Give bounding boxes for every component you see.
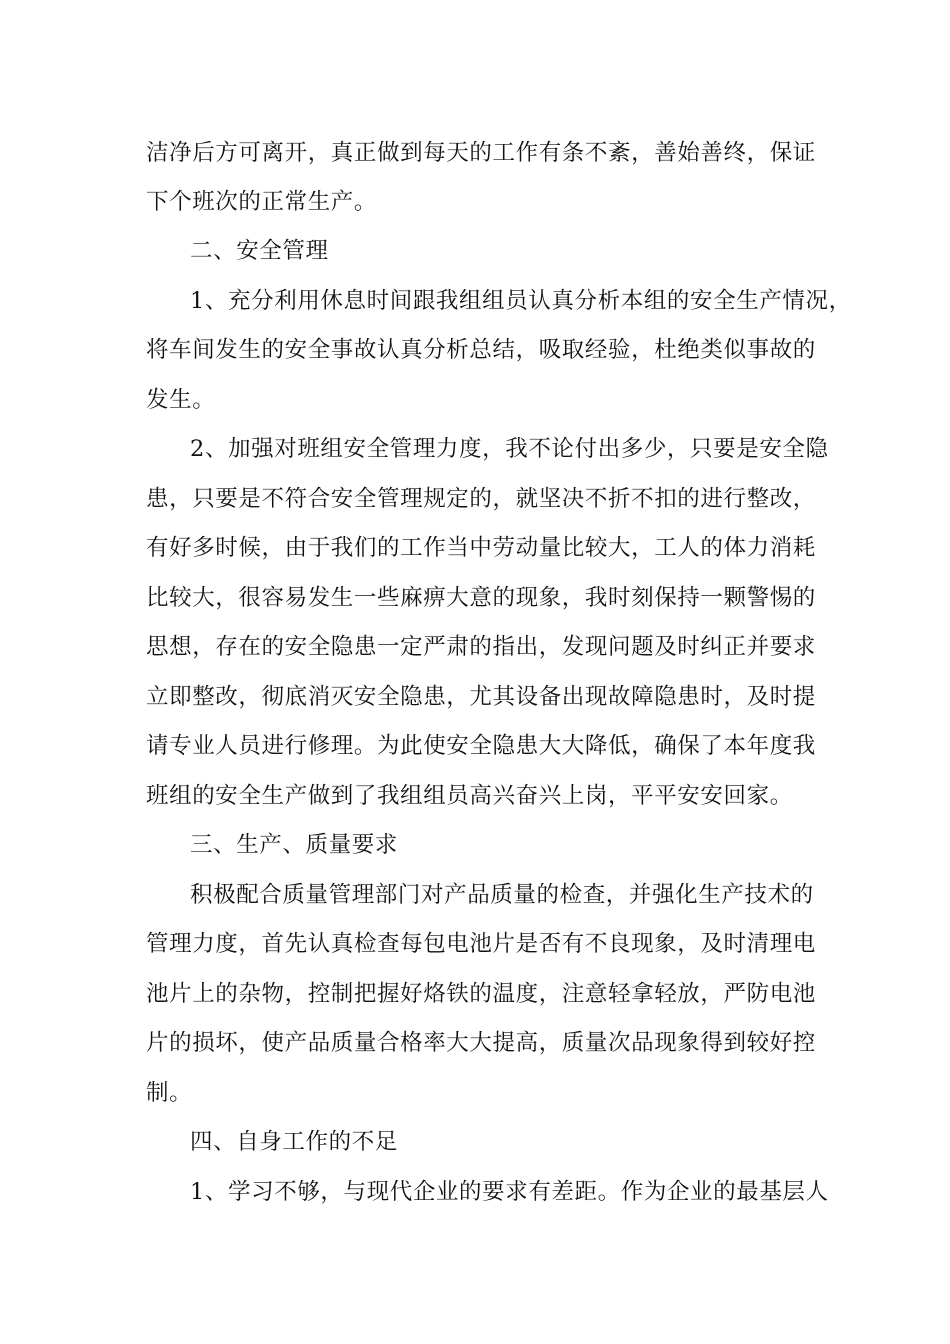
text-line: 将车间发生的安全事故认真分析总结，吸取经验，杜绝类似事故的 — [146, 337, 816, 363]
text-line: 管理力度，首先认真检查每包电池片是否有不良现象，及时清理电 — [146, 931, 816, 957]
text-line: 2、加强对班组安全管理力度，我不论付出多少，只要是安全隐 — [190, 436, 829, 462]
text-line: 1、充分利用休息时间跟我组组员认真分析本组的安全生产情况， — [190, 288, 852, 314]
text-line: 思想，存在的安全隐患一定严肃的指出，发现问题及时纠正并要求 — [146, 634, 816, 660]
text-line: 患，只要是不符合安全管理规定的，就坚决不折不扣的进行整改， — [146, 486, 816, 512]
section-heading: 四、自身工作的不足 — [190, 1129, 398, 1155]
text-line: 下个班次的正常生产。 — [146, 189, 378, 215]
text-line: 制。 — [146, 1080, 193, 1106]
text-line: 请专业人员进行修理。为此使安全隐患大大降低，确保了本年度我 — [146, 733, 816, 759]
section-heading: 三、生产、质量要求 — [190, 832, 398, 858]
text-line: 1、学习不够，与现代企业的要求有差距。作为企业的最基层人 — [190, 1179, 829, 1205]
text-line: 立即整改，彻底消灭安全隐患，尤其设备出现故障隐患时，及时提 — [146, 684, 816, 710]
text-line: 池片上的杂物，控制把握好烙铁的温度，注意轻拿轻放，严防电池 — [146, 981, 816, 1007]
text-line: 有好多时候，由于我们的工作当中劳动量比较大，工人的体力消耗 — [146, 535, 816, 561]
text-line: 发生。 — [146, 387, 216, 413]
text-line: 片的损坏，使产品质量合格率大大提高，质量次品现象得到较好控 — [146, 1030, 816, 1056]
text-line: 积极配合质量管理部门对产品质量的检查，并强化生产技术的 — [190, 882, 814, 908]
text-line: 洁净后方可离开，真正做到每天的工作有条不紊，善始善终，保证 — [146, 140, 816, 166]
text-line: 比较大，很容易发生一些麻痹大意的现象，我时刻保持一颗警惕的 — [146, 585, 816, 611]
section-heading: 二、安全管理 — [190, 238, 329, 264]
text-line: 班组的安全生产做到了我组组员高兴奋兴上岗，平平安安回家。 — [146, 783, 793, 809]
